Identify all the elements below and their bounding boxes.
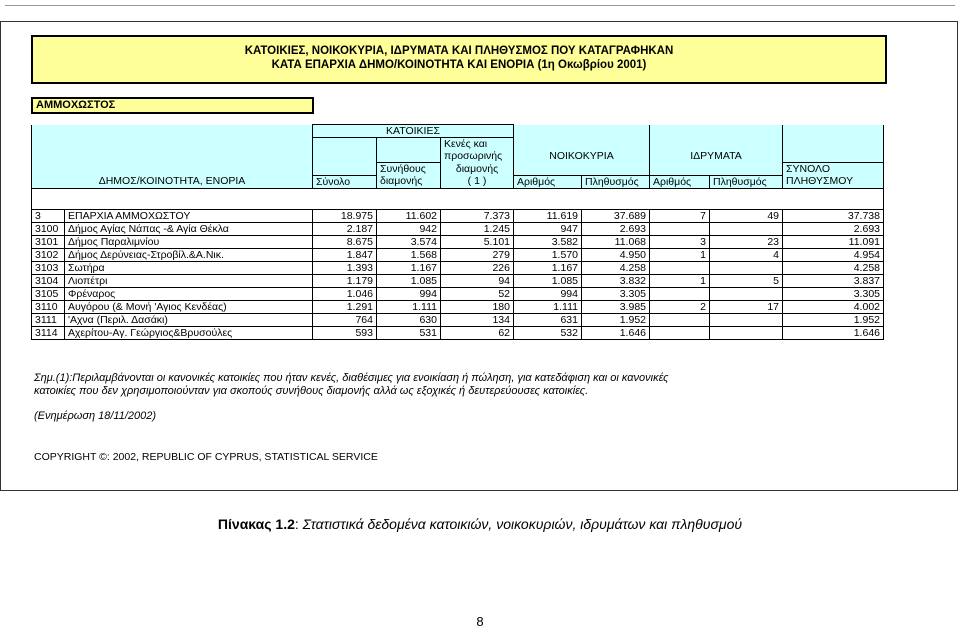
cell-name: Δήμος Παραλιμνίου <box>65 235 313 248</box>
cell-hh-num: 947 <box>514 222 582 235</box>
cell-inst-pop: 23 <box>710 235 783 248</box>
cell-vacant: 134 <box>441 313 514 326</box>
table-title <box>31 35 887 84</box>
cell-total: 1.393 <box>313 261 377 274</box>
cell-hh-num: 1.085 <box>514 274 582 287</box>
header-inst-arithmos: Αριθμός <box>650 175 710 188</box>
cell-code: 3100 <box>32 222 65 235</box>
header-synitheis-2: διαμονής <box>377 175 441 188</box>
table-row <box>32 248 884 261</box>
cell-inst-pop: 49 <box>710 209 783 222</box>
page-number: 8 <box>476 614 484 629</box>
cell-pop: 1.952 <box>783 313 884 326</box>
cell-name: Δήμος Δερύνειας-Στροβίλ.&Α.Νικ. <box>65 248 313 261</box>
cell-inst-num: 1 <box>650 274 710 287</box>
cell-inst-pop: 4 <box>710 248 783 261</box>
table-title-line1: ΚΑΤΟΙΚΙΕΣ, ΝΟΙΚΟΚΥΡΙΑ, ΙΔΡΥΜΑΤΑ ΚΑΙ ΠΛΗΘΥΣΜΟΣ ΠΟΥ ΚΑΤΑΓΡΑΦΗΚΑΝ <box>244 45 674 57</box>
cell-vacant: 180 <box>441 300 514 313</box>
cell-usual: 630 <box>377 313 441 326</box>
data-table <box>31 124 884 340</box>
cell-hh-pop: 3.985 <box>582 300 650 313</box>
cell-usual: 1.568 <box>377 248 441 261</box>
caption-label: Πίνακας 1.2 <box>217 516 295 532</box>
header-row-4 <box>32 163 884 176</box>
cell-pop: 2.693 <box>783 222 884 235</box>
cell-vacant: 52 <box>441 287 514 300</box>
header-synolo-plith-2: ΠΛΗΘΥΣΜΟΥ <box>783 175 884 188</box>
cell-code: 3 <box>32 209 65 222</box>
cell-usual: 3.574 <box>377 235 441 248</box>
figure-caption <box>0 516 960 532</box>
cell-inst-num <box>650 287 710 300</box>
cell-name: Αυγόρου (& Μονή 'Αγιος Κενδέας) <box>65 300 313 313</box>
header-row-2 <box>32 138 884 151</box>
cell-pop: 4.258 <box>783 261 884 274</box>
cell-vacant: 226 <box>441 261 514 274</box>
cell-inst-num <box>650 326 710 339</box>
cell-hh-num: 3.582 <box>514 235 582 248</box>
cell-vacant: 7.373 <box>441 209 514 222</box>
cell-hh-pop: 1.952 <box>582 313 650 326</box>
cell-code: 3102 <box>32 248 65 261</box>
header-kenes-1: Κενές και <box>441 138 514 151</box>
cell-inst-num: 7 <box>650 209 710 222</box>
cell-inst-pop <box>710 313 783 326</box>
cell-hh-num: 1.167 <box>514 261 582 274</box>
header-inst-plithysmos: Πληθυσμός <box>710 175 783 188</box>
cell-total: 1.291 <box>313 300 377 313</box>
table-row <box>32 300 884 313</box>
cell-name: Λιοπέτρι <box>65 274 313 287</box>
cell-hh-pop: 4.950 <box>582 248 650 261</box>
cell-pop: 3.837 <box>783 274 884 287</box>
cell-inst-num <box>650 313 710 326</box>
table-row <box>32 261 884 274</box>
table-row <box>32 209 884 222</box>
cell-usual: 942 <box>377 222 441 235</box>
cell-name: ΕΠΑΡΧΙΑ ΑΜΜΟΧΩΣΤΟΥ <box>65 209 313 222</box>
table-row <box>32 274 884 287</box>
copyright-line: COPYRIGHT ©: 2002, REPUBLIC OF CYPRUS, STATISTICAL SERVICE <box>34 451 378 463</box>
cell-hh-pop: 1.646 <box>582 326 650 339</box>
cell-total: 8.675 <box>313 235 377 248</box>
cell-code: 3105 <box>32 287 65 300</box>
cell-inst-num: 3 <box>650 235 710 248</box>
header-area: ΔΗΜΟΣ/ΚΟΙΝΟΤΗΤΑ, ΕΝΟΡΙΑ <box>32 175 313 188</box>
cell-total: 18.975 <box>313 209 377 222</box>
cell-inst-num: 2 <box>650 300 710 313</box>
header-row-1 <box>32 125 884 138</box>
header-kenes-4: ( 1 ) <box>441 175 514 188</box>
cell-inst-pop <box>710 261 783 274</box>
cell-pop: 4.002 <box>783 300 884 313</box>
cell-name: Φρέναρος <box>65 287 313 300</box>
header-idrymata: ΙΔΡΥΜΑΤΑ <box>650 150 783 163</box>
cell-usual: 1.085 <box>377 274 441 287</box>
footnote <box>34 372 668 398</box>
header-spacer-row <box>32 188 884 209</box>
cell-pop: 3.305 <box>783 287 884 300</box>
cell-name: Αχερίτου-Αγ. Γεώργιος&Βρυσούλες <box>65 326 313 339</box>
district-label: ΑΜΜΟΧΩΣΤΟΣ <box>31 97 314 114</box>
cell-total: 764 <box>313 313 377 326</box>
cell-inst-pop <box>710 222 783 235</box>
caption-colon: : <box>294 516 299 532</box>
cell-hh-num: 1.111 <box>514 300 582 313</box>
footnote-line1: Σημ.(1):Περιλαμβάνονται οι κανονικές κατοικίες που ήταν κενές, διαθέσιμες για ενοικίαση ή πώληση, για κατεδάφιση και οι κανονικές <box>34 372 669 384</box>
cell-hh-pop: 3.305 <box>582 287 650 300</box>
cell-inst-num <box>650 222 710 235</box>
cell-code: 3110 <box>32 300 65 313</box>
cell-hh-num: 994 <box>514 287 582 300</box>
cell-hh-pop: 3.832 <box>582 274 650 287</box>
cell-vacant: 279 <box>441 248 514 261</box>
header-kenes-3: διαμονής <box>441 163 514 176</box>
table-row <box>32 313 884 326</box>
caption-text: Στατιστικά δεδομένα κατοικιών, νοικοκυριών, ιδρυμάτων και πληθυσμού <box>298 516 743 532</box>
cell-inst-pop <box>710 287 783 300</box>
header-synitheis-1: Συνήθους <box>377 163 441 176</box>
header-kenes-2: προσωρινής <box>441 150 514 163</box>
cell-code: 3101 <box>32 235 65 248</box>
cell-pop: 11.091 <box>783 235 884 248</box>
cell-name: Σωτήρα <box>65 261 313 274</box>
cell-hh-pop: 4.258 <box>582 261 650 274</box>
cell-hh-num: 532 <box>514 326 582 339</box>
top-rule <box>5 5 955 6</box>
cell-usual: 1.111 <box>377 300 441 313</box>
cell-inst-num: 1 <box>650 248 710 261</box>
cell-vacant: 1.245 <box>441 222 514 235</box>
cell-hh-num: 11.619 <box>514 209 582 222</box>
header-synolo-plith-1: ΣΥΝΟΛΟ <box>783 163 884 176</box>
cell-vacant: 5.101 <box>441 235 514 248</box>
cell-pop: 37.738 <box>783 209 884 222</box>
cell-hh-pop: 37.689 <box>582 209 650 222</box>
table-row <box>32 326 884 339</box>
cell-hh-num: 631 <box>514 313 582 326</box>
header-hh-plithysmos: Πληθυσμός <box>582 175 650 188</box>
footnote-line2: κατοικίες που δεν χρησιμοποιούνταν για σκοπούς συνήθους διαμονής αλλά ως εξοχικές ή δευτερεύουσες κατοικίες. <box>34 385 589 397</box>
cell-pop: 1.646 <box>783 326 884 339</box>
table-row <box>32 222 884 235</box>
cell-code: 3103 <box>32 261 65 274</box>
cell-pop: 4.954 <box>783 248 884 261</box>
table-title-line2: ΚΑΤΑ ΕΠΑΡΧΙΑ ΔΗΜΟ/ΚΟΙΝΟΤΗΤΑ ΚΑΙ ΕΝΟΡΙΑ (1η Οκωβρίου 2001) <box>271 59 647 71</box>
cell-inst-pop: 5 <box>710 274 783 287</box>
update-date: (Ενημέρωση 18/11/2002) <box>34 410 157 422</box>
header-noikokyria: ΝΟΙΚΟΚΥΡΙΑ <box>514 150 650 163</box>
cell-name: Δήμος Αγίας Νάπας -& Αγία Θέκλα <box>65 222 313 235</box>
header-katoikies: ΚΑΤΟΙΚΙΕΣ <box>313 125 514 138</box>
cell-hh-pop: 2.693 <box>582 222 650 235</box>
cell-usual: 1.167 <box>377 261 441 274</box>
cell-hh-pop: 11.068 <box>582 235 650 248</box>
cell-vacant: 62 <box>441 326 514 339</box>
table-row <box>32 235 884 248</box>
cell-total: 1.847 <box>313 248 377 261</box>
cell-total: 1.179 <box>313 274 377 287</box>
cell-total: 593 <box>313 326 377 339</box>
table-body <box>32 209 884 339</box>
cell-total: 2.187 <box>313 222 377 235</box>
header-row-3 <box>32 150 884 163</box>
cell-code: 3111 <box>32 313 65 326</box>
table-row <box>32 287 884 300</box>
cell-usual: 11.602 <box>377 209 441 222</box>
cell-code: 3104 <box>32 274 65 287</box>
cell-vacant: 94 <box>441 274 514 287</box>
header-hh-arithmos: Αριθμός <box>514 175 582 188</box>
header-synolo: Σύνολο <box>313 175 377 188</box>
cell-inst-pop <box>710 326 783 339</box>
cell-usual: 531 <box>377 326 441 339</box>
cell-usual: 994 <box>377 287 441 300</box>
cell-inst-num <box>650 261 710 274</box>
cell-hh-num: 1.570 <box>514 248 582 261</box>
cell-total: 1.046 <box>313 287 377 300</box>
cell-name: 'Αχνα (Περιλ. Δασάκι) <box>65 313 313 326</box>
cell-inst-pop: 17 <box>710 300 783 313</box>
header-row-5 <box>32 175 884 188</box>
cell-code: 3114 <box>32 326 65 339</box>
